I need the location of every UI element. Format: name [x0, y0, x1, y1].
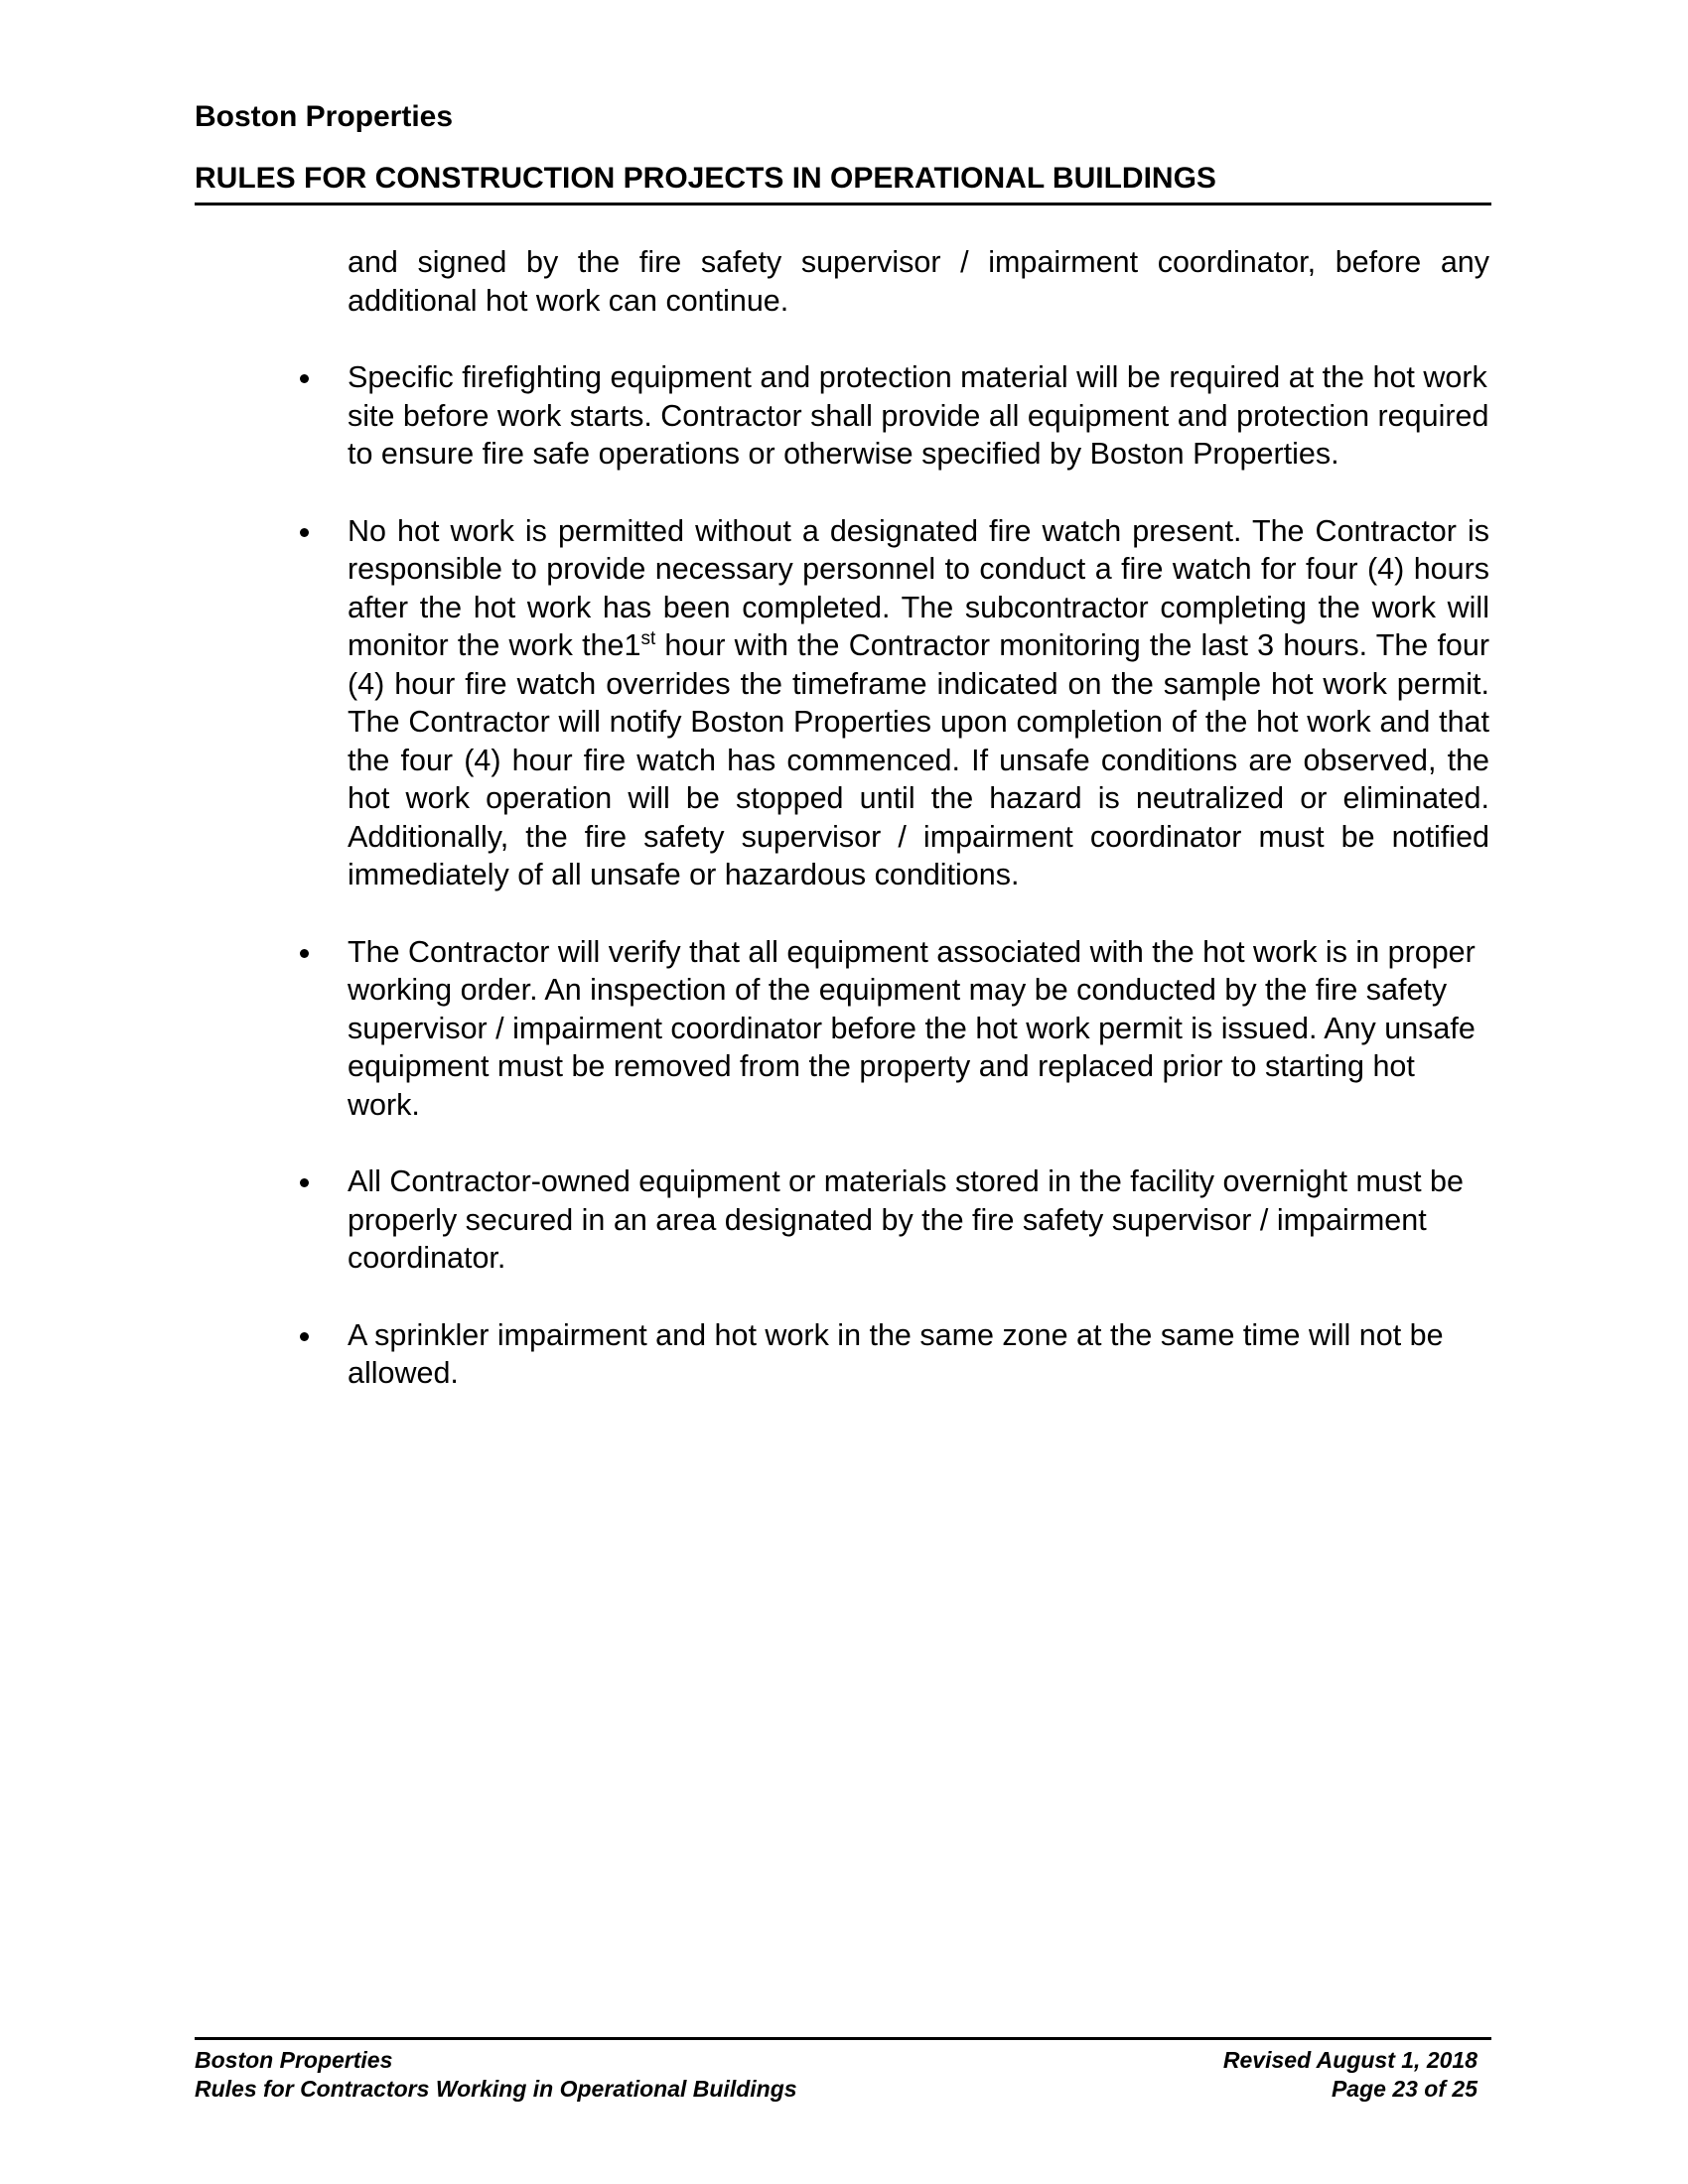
footer-row	[195, 2075, 1491, 2104]
bullet-icon	[300, 1178, 309, 1187]
footer-document-name: Rules for Contractors Working in Operational Buildings	[195, 2076, 797, 2102]
list-item-text	[348, 512, 1489, 894]
company-name: Boston Properties	[195, 100, 454, 133]
list-item	[348, 1316, 1489, 1393]
continued-paragraph: and signed by the fire safety supervisor / impairment coordinator, before any additional hot work can continue.	[348, 245, 1489, 318]
footer-row	[195, 2046, 1491, 2075]
page-footer	[195, 2037, 1491, 2104]
list-item	[348, 1162, 1489, 1278]
bullet-icon	[300, 374, 309, 383]
list-item	[348, 933, 1489, 1125]
page-header	[195, 97, 1491, 205]
list-item-text: Specific firefighting equipment and protection material will be required at the hot work site before work starts. Contractor shall provide all equipment and protection required to ensure fire safe operations or otherwise specified by Boston Properties.	[348, 360, 1489, 471]
bullet-icon	[300, 949, 309, 958]
bullet-icon	[300, 528, 309, 537]
ordinal-superscript: st	[640, 627, 656, 649]
list-item-text: The Contractor will verify that all equipment associated with the hot work is in proper working order. An inspection of the equipment may be conducted by the fire safety supervisor / impairment coordinator before the hot work permit is issued. Any unsafe equipment must be removed from the property and replaced prior to starting hot work.	[348, 934, 1476, 1122]
footer-page-number: Page 23 of 25	[1331, 2076, 1477, 2102]
list-item-text-part: hour with the Contractor monitoring the last 3 hours. The four (4) hour fire watch overrides the timeframe indicated on the sample hot work permit. The Contractor will notify Boston Properties upon completion of the hot work and that the four (4) hour fire watch has commenced. If unsafe conditions are observed, the hot work operation will be stopped until the hazard is neutralized or eliminated. Additionally, the fire safety supervisor / impairment coordinator must be notified immediately of all unsafe or hazardous conditions.	[348, 628, 1490, 891]
bullet-icon	[300, 1332, 309, 1341]
list-item-text-part: No hot work is permitted without a designated fire watch present. The Contractor is responsible to provide necessary personnel to conduct a fire watch for four (4) hours after the hot work has been completed. The subcontractor completing the work will monitor the work the1	[348, 513, 1489, 662]
page-content	[348, 243, 1489, 1432]
list-item-text: All Contractor-owned equipment or materials stored in the facility overnight must be properly secured in an area designated by the fire safety supervisor / impairment coordinator.	[348, 1164, 1464, 1275]
list-item	[348, 358, 1489, 474]
list-item	[348, 512, 1489, 894]
footer-company: Boston Properties	[195, 2047, 393, 2073]
footer-revision-date: Revised August 1, 2018	[1222, 2047, 1477, 2073]
document-title: RULES FOR CONSTRUCTION PROJECTS IN OPERATIONAL BUILDINGS	[195, 162, 1216, 195]
list-item-text: A sprinkler impairment and hot work in the same zone at the same time will not be allowed.	[348, 1317, 1444, 1390]
